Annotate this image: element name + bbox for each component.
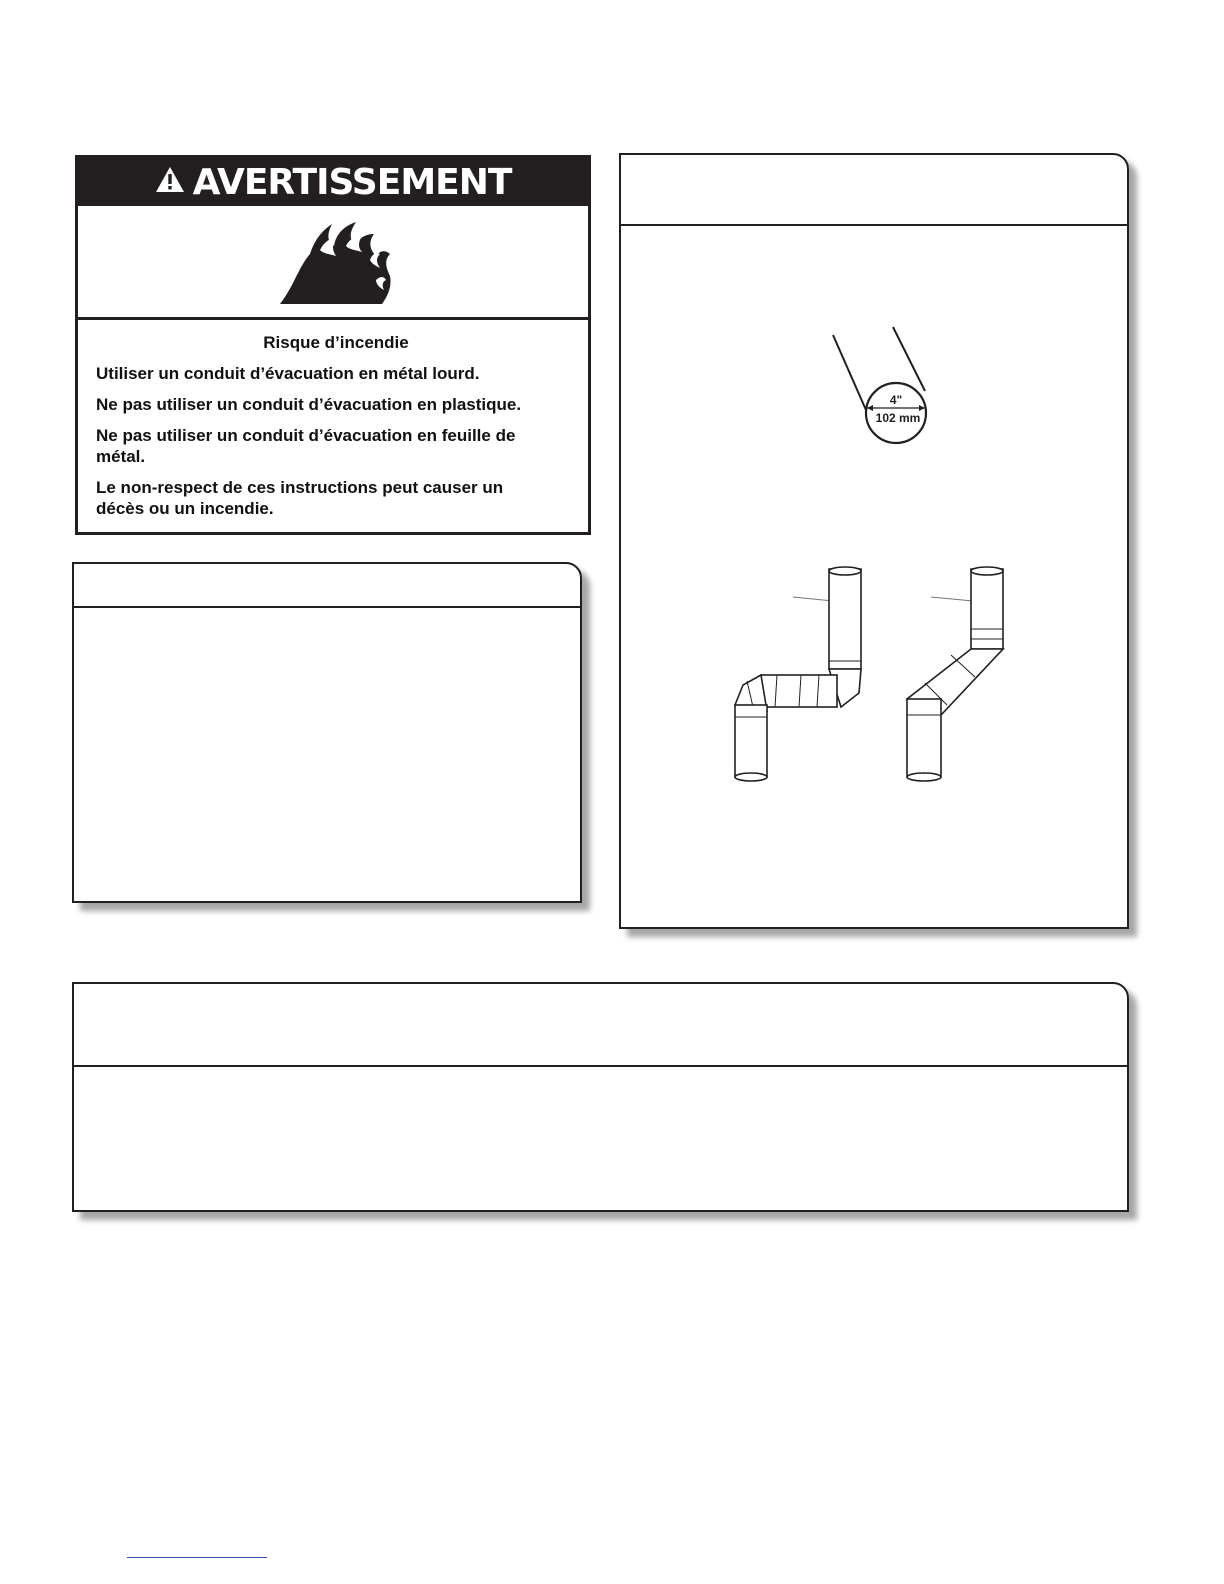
bottom-info-panel	[72, 982, 1129, 1212]
duct-diameter-inches: 4"	[889, 393, 903, 407]
duct-diameter-diagram	[821, 323, 951, 449]
duct-offset-diagram-angled	[887, 565, 1027, 785]
panel-header-rule	[621, 224, 1127, 226]
duct-offset-diagram-elbows	[717, 565, 877, 785]
warning-title: AVERTISSEMENT	[192, 161, 512, 203]
fire-icon	[276, 220, 396, 306]
duct-diameter-mm: 102 mm	[875, 411, 921, 425]
panel-header-rule	[74, 1065, 1127, 1067]
panel-header-rule	[74, 606, 580, 608]
warning-header	[78, 158, 588, 206]
warning-line-4: Le non-respect de ces instructions peut causer un décès ou un incendie.	[96, 478, 504, 518]
warning-text	[96, 332, 576, 529]
warning-line-3: Ne pas utiliser un conduit d’évacuation en feuille de métal.	[96, 426, 516, 466]
warning-line-1: Utiliser un conduit d’évacuation en métal lourd.	[96, 364, 480, 383]
footer-rule	[127, 1557, 267, 1558]
left-info-panel	[72, 562, 582, 903]
warning-subtitle: Risque d’incendie	[263, 333, 409, 352]
warning-triangle-icon	[155, 166, 185, 198]
duct-diagram-panel	[619, 153, 1129, 929]
fire-warning-box	[75, 155, 591, 535]
fire-icon-area	[78, 206, 588, 320]
warning-line-2: Ne pas utiliser un conduit d’évacuation en plastique.	[96, 395, 522, 414]
